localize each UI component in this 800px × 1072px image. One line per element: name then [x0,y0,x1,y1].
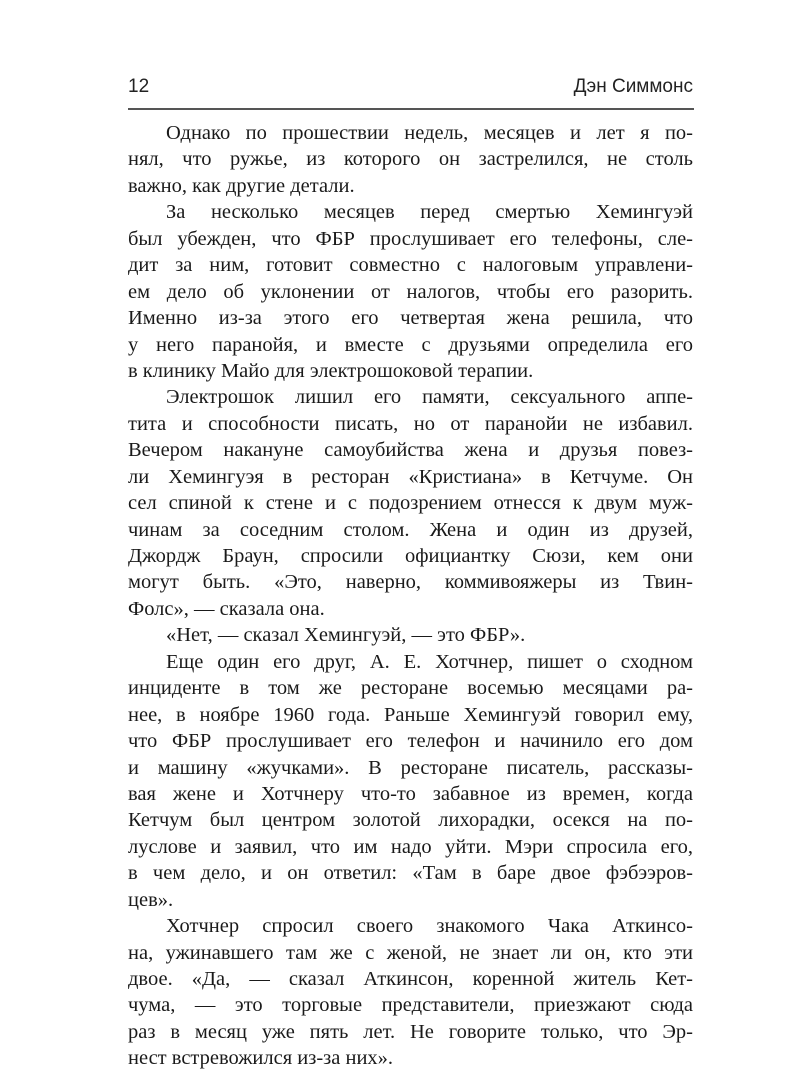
text-line: вая жене и Хотчнеру что-то забавное из времен, когда [128,782,693,805]
text-line: важно, как другие детали. [128,174,355,197]
paragraph [128,913,693,1072]
text-line: Кетчум был центром золотой лихорадки, осекся на по- [128,809,693,832]
text-line: сел спиной к стене и с подозрением отнесся к двум муж- [128,492,693,515]
text-line: Еще один его друг, А. Е. Хотчнер, пишет о сходном [166,650,693,673]
running-head-author: Дэн Симмонс [573,76,693,97]
text-line: ли Хемингуэя в ресторан «Кристиана» в Кетчуме. Он [128,465,693,488]
text-line: нее, в ноябре 1960 года. Раньше Хемингуэй говорил ему, [128,703,693,726]
text-line: нест встревожился из-за них». [128,1047,394,1070]
text-line: раз в месяц уже пять лет. Не говорите только, что Эр- [128,1020,693,1043]
text-line: чума, — это торговые представители, приезжают сюда [128,994,693,1017]
body-text [128,120,693,1072]
text-line: тита и способности писать, но от паранойи не избавил. [128,412,693,435]
text-line: двое. «Да, — сказал Аткинсон, коренной житель Кет- [128,968,693,990]
text-line: и машину «жучками». В ресторане писатель, рассказы- [128,756,693,779]
text-line: дит за ним, готовит совместно с налоговым управлени- [128,254,693,277]
text-line: Джордж Браун, спросили официантку Сюзи, кем они [128,545,693,567]
text-line: что ФБР прослушивает его телефон и начинило его дом [128,730,693,753]
text-line: на, ужинавшего там же с женой, не знает ли он, кто эти [128,941,693,964]
text-line: в чем дело, и он ответил: «Там в баре двое фэбээров- [128,862,693,885]
paragraph [128,622,693,648]
text-line: Хотчнер спросил своего знакомого Чака Аткинсо- [166,915,693,938]
text-line: инциденте в том же ресторане восемью месяцами ра- [128,677,693,700]
text-line: луслове и заявил, что им надо уйти. Мэри спросила его, [128,835,693,858]
header-rule [128,108,694,110]
paragraph [128,384,693,622]
text-line: могут быть. «Это, наверно, коммивояжеры из Твин- [128,571,693,594]
page-number: 12 [128,76,150,97]
paragraph [128,199,693,384]
text-line: Фолс», — сказала она. [128,597,325,620]
text-line: За несколько месяцев перед смертью Хемингуэй [166,201,693,224]
running-header [128,76,693,104]
text-line: в клинику Майо для электрошоковой терапии. [128,359,534,382]
text-line: «Нет, — сказал Хемингуэй, — это ФБР». [166,624,526,647]
text-line: цев». [128,888,174,911]
paragraph [128,649,693,913]
text-line: Однако по прошествии недель, месяцев и лет я по- [166,122,693,144]
text-line: ем дело об уклонении от налогов, чтобы его разорить. [128,280,693,303]
text-line: Электрошок лишил его памяти, сексуального аппе- [166,386,693,409]
paragraph [128,120,693,199]
text-line: чинам за соседним столом. Жена и один из друзей, [128,518,693,541]
text-line: Вечером накануне самоубийства жена и друзья повез- [128,439,693,462]
text-line: был убежден, что ФБР прослушивает его телефоны, сле- [128,227,693,250]
text-line: нял, что ружье, из которого он застрелился, не столь [128,148,693,171]
text-line: у него паранойя, и вместе с друзьями определила его [128,333,693,356]
text-line: Именно из-за этого его четвертая жена решила, что [128,307,693,330]
